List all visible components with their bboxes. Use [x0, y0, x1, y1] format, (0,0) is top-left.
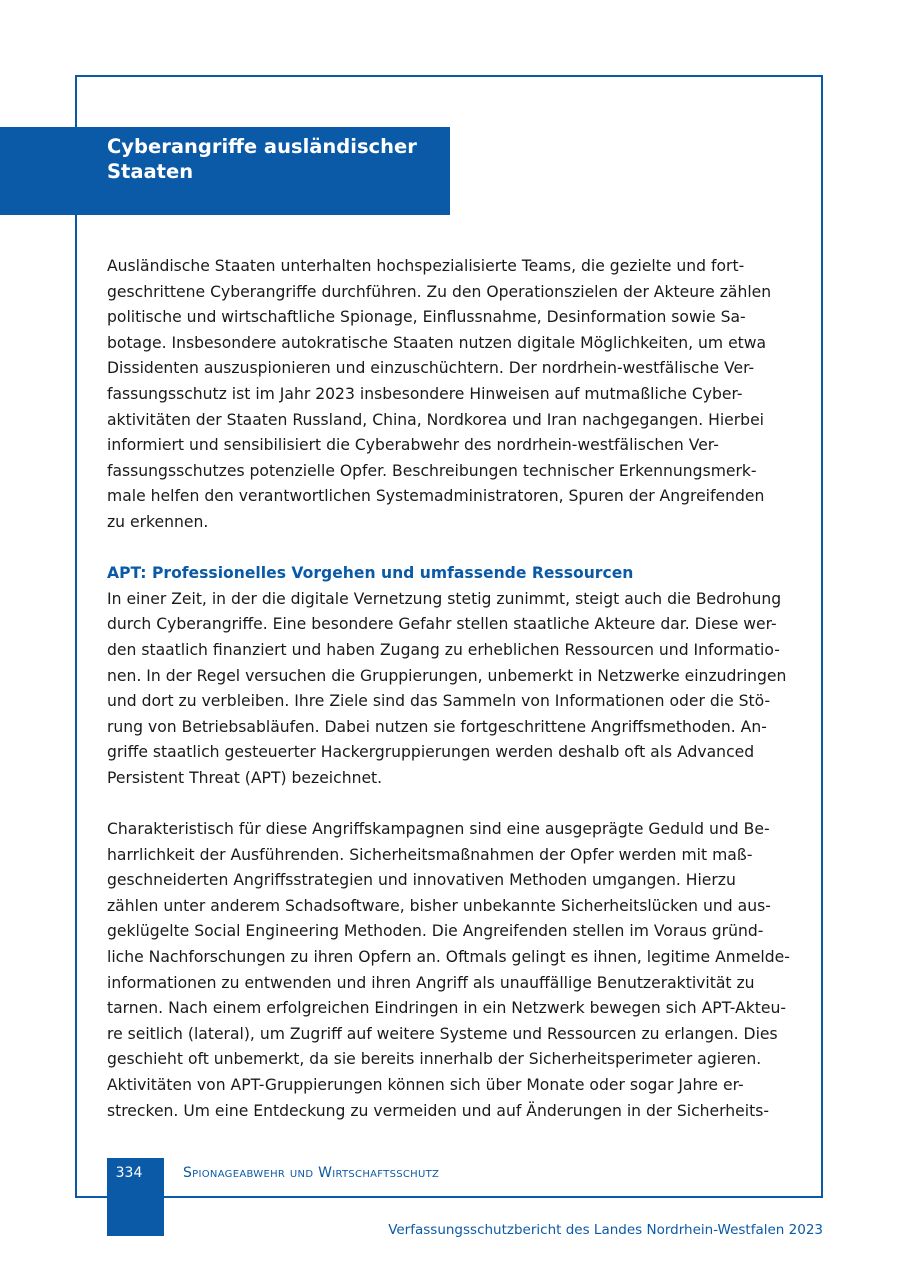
page-title: Cyberangriffe ausländischer Staaten — [107, 135, 417, 183]
title-banner — [0, 127, 450, 215]
paragraph-intro: Ausländische Staaten unterhalten hochspezialisierte Teams, die gezielte und fort- geschrittene Cyberangriffe durchführen. Zu den Operationszielen der Akteure zählen politische und wirtschaftliche Spionage, Einflussnahme, Desinformation sowie Sa- botage. Insbesondere autokratische Staaten nutzen digitale Möglichkeiten, um etwa Dissidenten auszuspionieren und einzuschüchtern. Der nordrhein-westfälische Ver- fassungsschutz ist im Jahr 2023 insbesondere Hinweisen auf mutmaßliche Cyber- aktivitäten der Staaten Russland, China, Nordkorea und Iran nachgegangen. Hierbei informiert und sensibilisiert die Cyberabwehr des nordrhein-westfälischen Ver- fassungsschutzes potenzielle Opfer. Beschreibungen technischer Erkennungsmerk- male helfen den verantwortlichen Systemadministratoren, Spuren der Angreifenden zu erkennen. — [107, 257, 772, 531]
report-footer: Verfassungsschutzbericht des Landes Nordrhein-Westfalen 2023 — [388, 1222, 823, 1238]
paragraph-apt: In einer Zeit, in der die digitale Vernetzung stetig zunimmt, steigt auch die Bedrohung durch Cyberangriffe. Eine besondere Gefahr stellen staatliche Akteure dar. Diese wer- den staatlich finanziert und haben Zugang zu erheblichen Ressourcen und Informatio- nen. In der Regel versuchen die Gruppierungen, unbemerkt in Netzwerke einzudringen und dort zu verbleiben. Ihre Ziele sind das Sammeln von Informationen oder die Stö- rung von Betriebsabläufen. Dabei nutzen sie fortgeschrittene Angriffsmethoden. An- griffe staatlich gesteuerter Hackergruppierungen werden deshalb oft als Advanced Persistent Threat (APT) bezeichnet. — [107, 589, 787, 787]
paragraph-characteristics: Charakteristisch für diese Angriffskampagnen sind eine ausgeprägte Geduld und Be- harrlichkeit der Ausführenden. Sicherheitsmaßnahmen der Opfer werden mit maß- geschneiderten Angriffsstrategien und innovativen Methoden umgangen. Hierzu zählen unter anderem Schadsoftware, bisher unbekannte Sicherheitslücken und aus- geklügelte Social Engineering Methoden. Die Angreifenden stellen im Voraus gründ- liche Nachforschungen zu ihren Opfern an. Oftmals gelingt es ihnen, legitime Anmelde- informationen zu entwenden und ihren Angriff als unauffällige Benutzeraktivität zu tarnen. Nach einem erfolgreichen Eindringen in ein Netzwerk bewegen sich APT-Akteu- re seitlich (lateral), um Zugriff auf weitere Systeme und Ressourcen zu erlangen. Dies geschieht oft unbemerkt, da sie bereits innerhalb der Sicherheitsperimeter agieren. Aktivitäten von APT-Gruppierungen können sich über Monate oder sogar Jahre er- strecken. Um eine Entdeckung zu vermeiden und auf Änderungen in der Sicherheits- — [107, 820, 790, 1120]
page-number-box — [107, 1158, 164, 1236]
page-number: 334 — [115, 1165, 143, 1181]
running-section-title: Spionageabwehr und Wirtschaftsschutz — [183, 1165, 440, 1181]
body-content — [107, 254, 797, 1124]
section-subheading: APT: Professionelles Vorgehen und umfassende Ressourcen — [107, 564, 634, 583]
